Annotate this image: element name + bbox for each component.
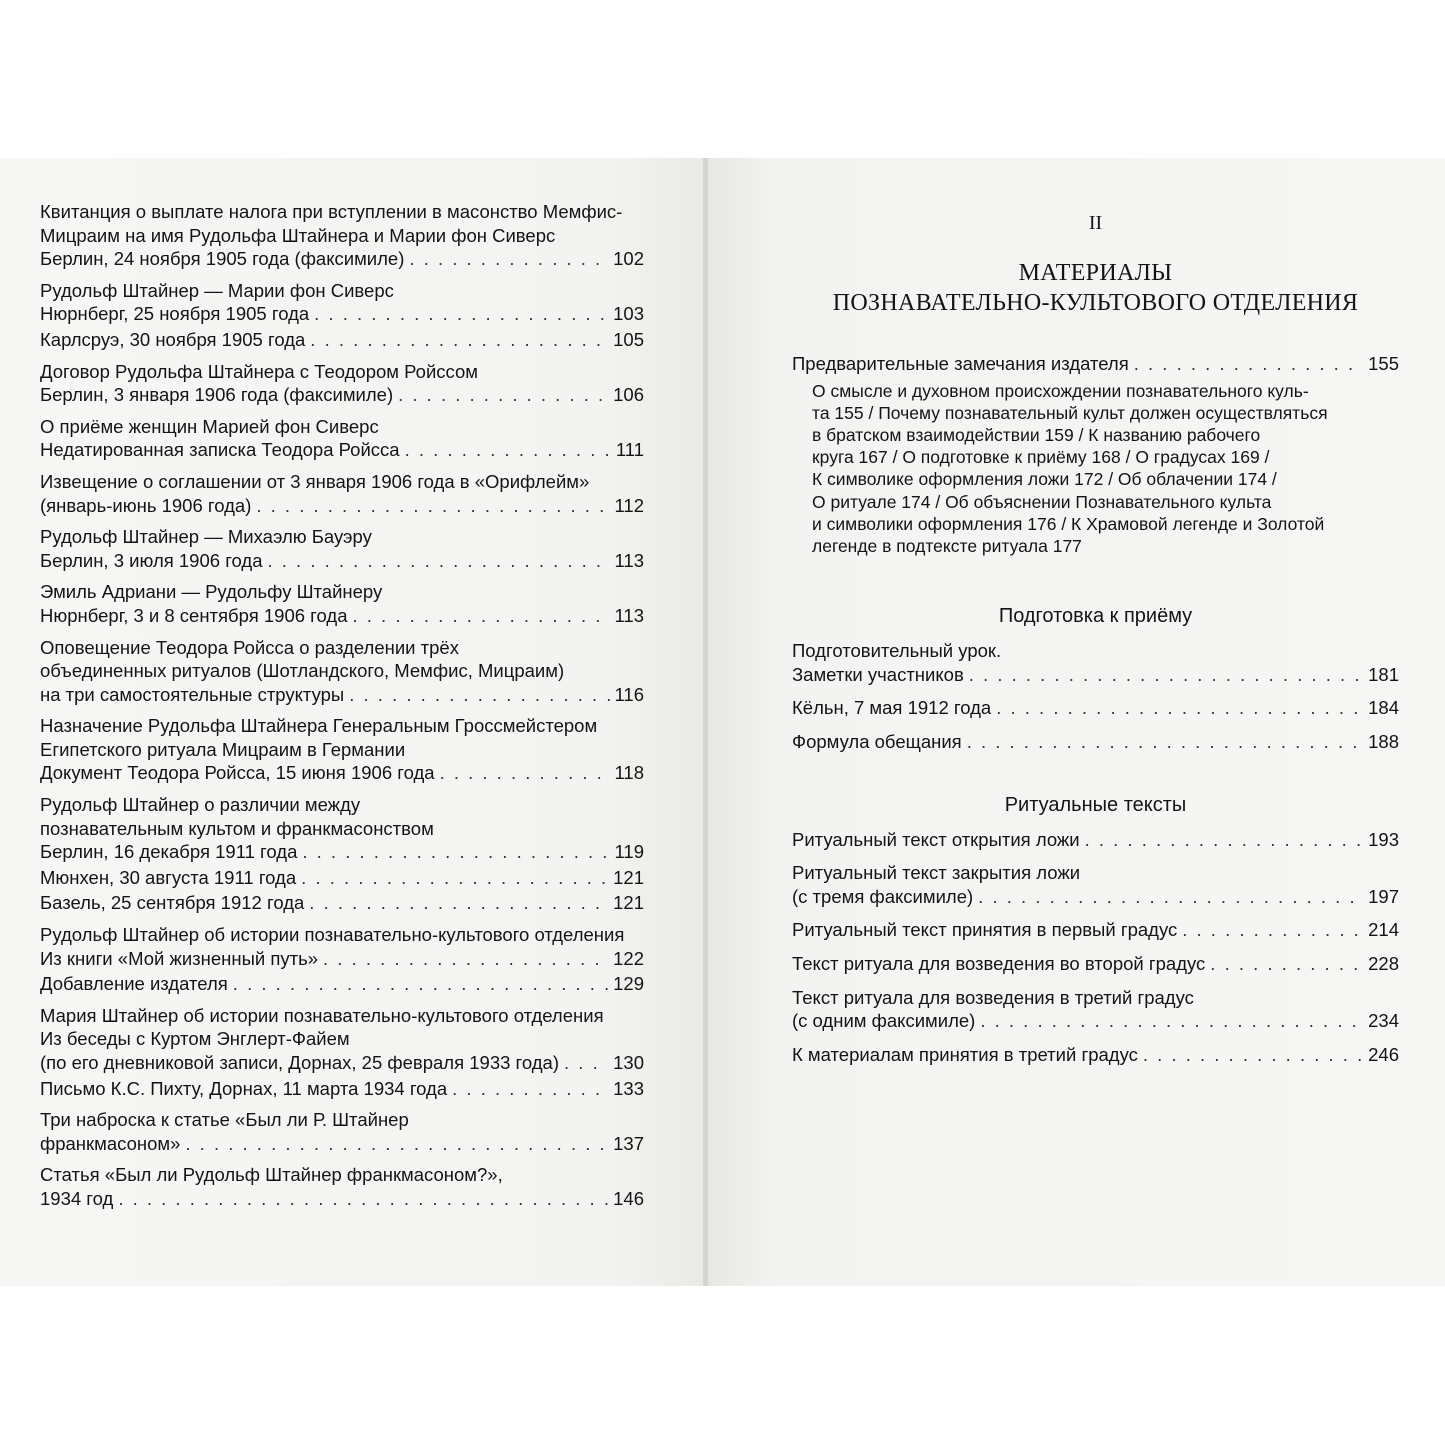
toc-entry-text: (по его дневниковой записи, Дорнах, 25 февраля 1933 года): [40, 1052, 560, 1073]
toc-entry-text: Заметки участников: [792, 663, 964, 685]
toc-page-number: 181: [1368, 663, 1399, 685]
leader-dots: [309, 891, 608, 915]
leader-dots: [256, 494, 609, 518]
toc-entry-last-line: [40, 891, 644, 915]
toc-entry-line: Рудольф Штайнер о различии между: [40, 794, 361, 816]
toc-page-number: 113: [614, 604, 644, 626]
toc-page-number: 119: [614, 841, 644, 863]
toc-entry-last-line: [40, 1077, 644, 1101]
toc-entry-last-line: [40, 247, 644, 271]
toc-page-number: 155: [1368, 353, 1399, 374]
toc-entry: [40, 580, 644, 627]
toc-entry-line: Мицраим на имя Рудольфа Штайнера и Марии фон Сиверс: [40, 224, 556, 246]
toc-page-number: 102: [613, 248, 644, 270]
toc-entry-text: Добавление издателя: [40, 973, 228, 995]
toc-entry-last-line: [792, 885, 1399, 909]
toc-page-number: 121: [613, 892, 644, 914]
toc-entry-last-line: [792, 696, 1399, 720]
toc-entry: [792, 918, 1399, 942]
toc-entry: [40, 1004, 644, 1075]
toc-entry-text: франкмасоном»: [40, 1132, 181, 1154]
toc-entry-last-line: [792, 1043, 1399, 1067]
toc-page-number: 146: [613, 1187, 644, 1209]
toc-entry: [40, 1163, 644, 1210]
toc-entry: [792, 861, 1399, 908]
leader-dots: [1134, 352, 1363, 376]
leader-dots: [978, 885, 1363, 909]
leader-dots: [969, 663, 1363, 687]
toc-entry-line: Подготовительный урок.: [792, 640, 1002, 662]
toc-page-number: 129: [613, 973, 644, 995]
toc-entry-line: Ритуальный текст закрытия ложи: [792, 862, 1081, 884]
leader-dots: [440, 761, 610, 785]
toc-entry: [792, 952, 1399, 976]
toc-entry-text: Нюрнберг, 25 ноября 1905 года: [40, 303, 310, 325]
toc-entry: [40, 279, 644, 326]
section-ritual-texts-list: [792, 828, 1399, 1067]
toc-entry-last-line: [40, 947, 644, 971]
toc-entry-text: Текст ритуала для возведения во второй градус: [792, 952, 1206, 974]
leader-dots: [409, 247, 608, 271]
prelim-description: [792, 380, 1399, 558]
toc-entry-line: Мария Штайнер об истории познавательно-культового отделения: [40, 1004, 604, 1026]
toc-entry-text: Мюнхен, 30 августа 1911 года: [40, 866, 297, 888]
toc-entry-text: (с тремя факсимиле): [792, 885, 974, 907]
toc-page-number: 188: [1368, 731, 1399, 752]
toc-entry-text: К материалам принятия в третий градус: [792, 1043, 1138, 1065]
toc-entry-line: Статья «Был ли Рудольф Штайнер франкмасоном?»,: [40, 1164, 503, 1186]
toc-entry-line: О приёме женщин Марией фон Сиверс: [40, 415, 379, 437]
toc-entry-line: Оповещение Теодора Ройсса о разделении трёх: [40, 636, 459, 658]
leader-dots: [1143, 1043, 1363, 1067]
leader-dots: [398, 383, 608, 407]
leader-dots: [302, 840, 609, 864]
toc-entry-line: Эмиль Адриани — Рудольфу Штайнеру: [40, 581, 383, 603]
toc-entry-text: Ритуальный текст принятия в первый градус: [792, 919, 1178, 941]
toc-entry-line: познавательным культом и франкмасонством: [40, 817, 434, 839]
leader-dots: [1085, 828, 1364, 852]
leader-dots: [118, 1187, 608, 1211]
toc-page-number: 105: [613, 328, 644, 350]
leader-dots: [1182, 918, 1363, 942]
toc-entry-text: (январь-июнь 1906 года): [40, 494, 252, 516]
toc-entry-line: Египетского ритуала Мицраим в Германии: [40, 738, 406, 760]
toc-entry: [40, 972, 644, 996]
right-toc-column: [792, 210, 1399, 1076]
leader-dots: [301, 866, 608, 890]
prelim-description-line: К символике оформления ложи 172 / Об облачении 174 /: [812, 469, 1277, 490]
toc-page-number: 112: [614, 494, 644, 516]
toc-entry: [40, 714, 644, 785]
leader-dots: [310, 328, 608, 352]
toc-page-number: 197: [1368, 885, 1399, 907]
toc-entry-last-line: [40, 972, 644, 996]
leader-dots: [564, 1051, 608, 1075]
toc-entry-last-line: [40, 866, 644, 890]
toc-entry: [40, 866, 644, 890]
prelim-description-line: О смысле и духовном происхождении познавательного куль-: [812, 380, 1309, 401]
toc-entry-line: Договор Рудольфа Штайнера с Теодором Ройссом: [40, 360, 479, 382]
toc-entry: [40, 360, 644, 407]
leader-dots: [314, 302, 608, 326]
toc-entry: [40, 200, 644, 271]
toc-entry-line: Назначение Рудольфа Штайнера Генеральным Гроссмейстером: [40, 715, 598, 737]
leader-dots: [980, 1009, 1363, 1033]
section-preparation-list: [792, 639, 1399, 753]
prelim-description-line: в братском взаимодействии 159 / К названию рабочего: [812, 425, 1261, 445]
toc-entry: [40, 891, 644, 915]
toc-entry: [40, 923, 644, 970]
toc-entry-last-line: [40, 328, 644, 352]
toc-entry-last-line: [40, 302, 644, 326]
toc-page-number: 122: [613, 947, 644, 969]
toc-entry: [40, 470, 644, 517]
part-title-line-2: ПОЗНАВАТЕЛЬНО-КУЛЬТОВОГО ОТДЕЛЕНИЯ: [832, 290, 1359, 316]
leader-dots: [268, 549, 610, 573]
toc-entry: [792, 639, 1399, 686]
toc-entry-last-line: [792, 828, 1399, 852]
toc-entry-last-line: [40, 683, 644, 707]
toc-entry-text: Берлин, 3 июля 1906 года: [40, 549, 263, 571]
toc-entry-last-line: [792, 952, 1399, 976]
toc-entry-last-line: [40, 1187, 644, 1211]
toc-entry-last-line: [792, 730, 1399, 754]
leader-dots: [233, 972, 608, 996]
toc-page-number: 137: [613, 1132, 644, 1154]
leader-dots: [405, 438, 611, 462]
toc-page-number: 228: [1368, 952, 1399, 974]
toc-entry-last-line: [40, 383, 644, 407]
toc-entry-text: Кёльн, 7 мая 1912 года: [792, 697, 992, 719]
leader-dots: [323, 947, 608, 971]
toc-entry-text: Формула обещания: [792, 731, 962, 752]
leader-dots: [967, 730, 1363, 754]
section-heading-ritual-texts: Ритуальные тексты: [1004, 793, 1187, 816]
part-number: II: [1088, 212, 1103, 234]
toc-entry: [40, 328, 644, 352]
toc-page-number: 193: [1368, 828, 1399, 850]
toc-page-number: 111: [615, 439, 644, 461]
toc-entry: [40, 1077, 644, 1101]
right-page: [708, 158, 1445, 1286]
toc-entry-last-line: [792, 918, 1399, 942]
toc-entry-text: Берлин, 24 ноября 1905 года (факсимиле): [40, 248, 405, 270]
toc-entry-text: Предварительные замечания издателя: [792, 353, 1129, 374]
toc-page-number: 234: [1368, 1010, 1399, 1032]
toc-entry-last-line: [792, 1009, 1399, 1033]
toc-entry-line: Три наброска к статье «Был ли Р. Штайнер: [40, 1109, 409, 1131]
toc-entry: [40, 525, 644, 572]
toc-entry-last-line: [40, 549, 644, 573]
toc-page-number: 246: [1368, 1043, 1399, 1065]
toc-page-number: 184: [1368, 697, 1399, 719]
toc-entry-text: Из книги «Мой жизненный путь»: [40, 947, 319, 969]
toc-page-number: 130: [613, 1052, 644, 1073]
toc-entry-line: Извещение о соглашении от 3 января 1906 года в «Орифлейм»: [40, 470, 590, 492]
prelim-description-line: О ритуале 174 / Об объяснении Познавательного культа: [812, 491, 1272, 512]
toc-page-number: 133: [613, 1077, 644, 1099]
prelim-description-line: та 155 / Почему познавательный культ должен осуществляться: [812, 402, 1328, 423]
part-title-line-1: МАТЕРИАЛЫ: [1018, 260, 1173, 286]
toc-entry-text: (с одним факсимиле): [792, 1010, 976, 1032]
toc-entry-text: Базель, 25 сентября 1912 года: [40, 892, 305, 914]
toc-entry: [792, 730, 1399, 754]
leader-dots: [996, 696, 1363, 720]
toc-entry-text: 1934 год: [40, 1187, 114, 1209]
toc-entry-text: Письмо К.С. Пихту, Дорнах, 11 марта 1934 года: [40, 1077, 448, 1099]
toc-entry: [792, 986, 1399, 1033]
leader-dots: [353, 604, 610, 628]
toc-page-number: 103: [613, 303, 644, 325]
toc-entry-line: Рудольф Штайнер об истории познавательно-культового отделения: [40, 924, 625, 946]
prelim-description-line: круга 167 / О подготовке к приёму 168 / О градусах 169 /: [812, 447, 1270, 468]
toc-entry: [792, 828, 1399, 852]
toc-entry-line: Рудольф Штайнер — Михаэлю Бауэру: [40, 526, 372, 548]
toc-page-number: 106: [613, 384, 644, 406]
toc-entry: [40, 793, 644, 864]
toc-entry-last-line: [40, 494, 644, 518]
leader-dots: [1210, 952, 1363, 976]
toc-entry-line: Из беседы с Куртом Энглерт-Файем: [40, 1028, 350, 1050]
toc-entry-text: Берлин, 16 декабря 1911 года: [40, 841, 298, 863]
toc-page-number: 113: [614, 549, 644, 571]
leader-dots: [185, 1132, 608, 1156]
prelim-description-line: легенде в подтексте ритуала 177: [812, 536, 1082, 557]
toc-entry: [792, 696, 1399, 720]
toc-entry-line: Текст ритуала для возведения в третий градус: [792, 986, 1194, 1008]
toc-entry-last-line: [40, 1132, 644, 1156]
toc-entry: [40, 415, 644, 462]
left-toc-column: [40, 200, 644, 1211]
toc-entry-text: Недатированная записка Теодора Ройсса: [40, 439, 400, 461]
toc-page-number: 118: [614, 762, 644, 784]
toc-entry-line: объединенных ритуалов (Шотландского, Мемфис, Мицраим): [40, 660, 565, 682]
leader-dots: [349, 683, 609, 707]
section-heading-preparation: Подготовка к приёму: [998, 605, 1193, 628]
toc-entry-text: на три самостоятельные структуры: [40, 683, 345, 705]
toc-entry-last-line: [40, 438, 644, 462]
toc-page-number: 121: [613, 866, 644, 888]
left-page: [0, 158, 706, 1286]
toc-entry: [792, 1043, 1399, 1067]
book-spread: [0, 158, 1445, 1286]
toc-entry-text: Берлин, 3 января 1906 года (факсимиле): [40, 384, 394, 406]
toc-page-number: 116: [614, 683, 644, 705]
toc-entry-text: Документ Теодора Ройсса, 15 июня 1906 года: [40, 762, 435, 784]
prelim-description-line: и символики оформления 176 / К Храмовой легенде и Золотой: [812, 513, 1325, 534]
toc-entry: [40, 1108, 644, 1155]
toc-entry-line: Квитанция о выплате налога при вступлении в масонство Мемфис-: [40, 201, 623, 222]
toc-entry-prelim: [792, 352, 1399, 376]
toc-entry-last-line: [40, 840, 644, 864]
leader-dots: [452, 1077, 608, 1101]
toc-entry-last-line: [40, 604, 644, 628]
toc-entry-last-line: [40, 761, 644, 785]
toc-entry-last-line: [792, 663, 1399, 687]
toc-entry-last-line: [40, 1051, 644, 1075]
toc-entry-text: Карлсруэ, 30 ноября 1905 года: [40, 328, 306, 350]
toc-entry-line: Рудольф Штайнер — Марии фон Сиверс: [40, 279, 394, 301]
toc-page-number: 214: [1368, 919, 1399, 941]
toc-entry-text: Ритуальный текст открытия ложи: [792, 828, 1080, 850]
toc-entry: [40, 636, 644, 707]
toc-entry-text: Нюрнберг, 3 и 8 сентября 1906 года: [40, 604, 348, 626]
